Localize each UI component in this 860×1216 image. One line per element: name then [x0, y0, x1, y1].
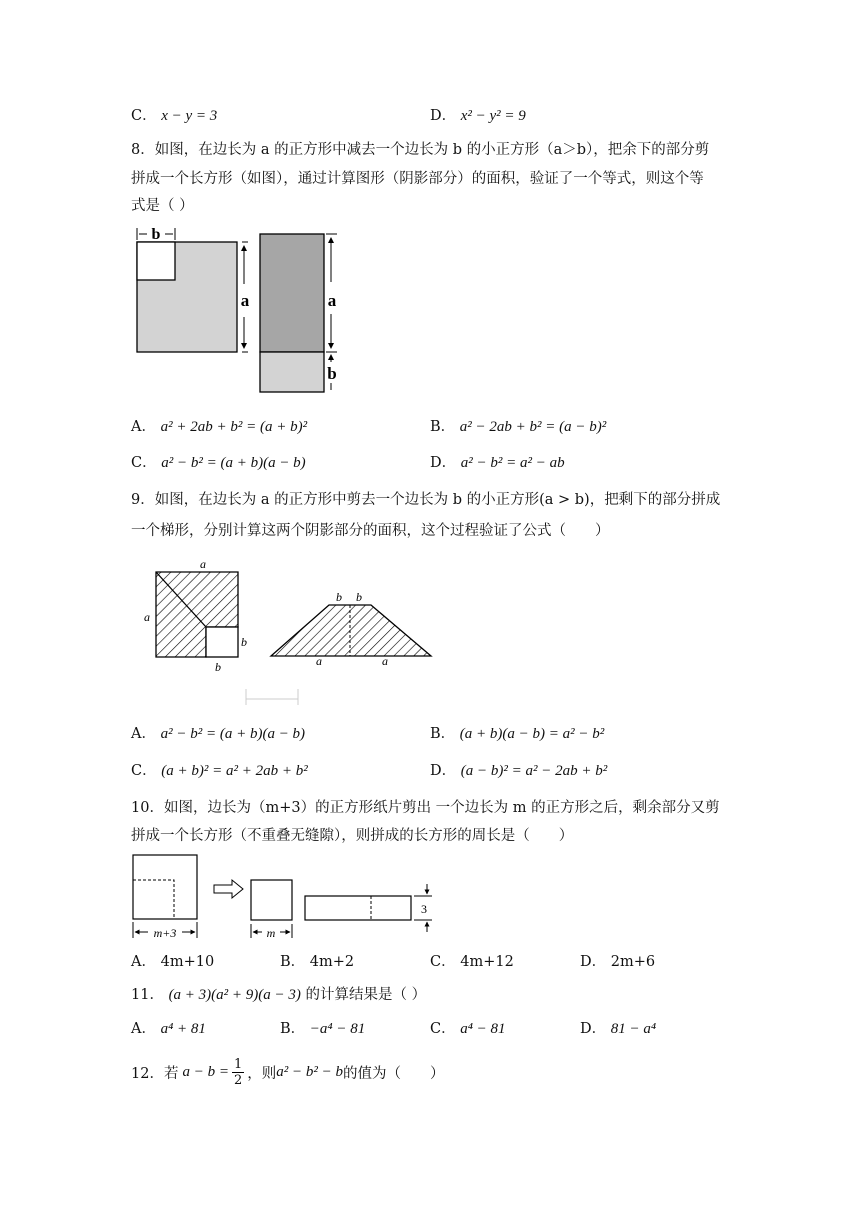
option-label: B．	[430, 419, 456, 435]
label-a-top: a	[200, 557, 206, 571]
option-text: a² − b² = (a + b)(a − b)	[160, 726, 306, 742]
option-label: D．	[580, 1021, 607, 1037]
option-text: a² + 2ab + b² = (a + b)²	[160, 419, 308, 435]
stem-expression: (a + 3)(a² + 9)(a − 3)	[168, 987, 301, 1003]
cut-square	[206, 627, 238, 657]
option-text: (a + b)(a − b) = a² − b²	[459, 726, 605, 742]
q9-stem-line2: 一个梯形，分别计算这两个阴影部分的面积，这个过程验证了公式（ ）	[131, 523, 610, 539]
option-label: A．	[131, 726, 156, 742]
q9-option-d[interactable]	[430, 761, 607, 781]
long-rectangle	[305, 896, 411, 920]
option-text: 2m+6	[610, 954, 656, 970]
q8-stem-line1: 8．如图，在边长为 a 的正方形中减去一个边长为 b 的小正方形（a＞b），把余下的部分剪	[131, 142, 710, 158]
option-label: D．	[430, 108, 457, 124]
cut-small-square	[137, 242, 175, 280]
q8-option-a[interactable]	[131, 417, 307, 437]
stem-mid: ，则	[247, 1065, 277, 1082]
label-a: a	[240, 291, 250, 310]
q10-figure	[128, 852, 443, 944]
q10-option-b[interactable]	[280, 952, 354, 972]
rect-part-b	[260, 352, 324, 392]
fraction-numerator: 1	[233, 1056, 243, 1072]
fraction	[232, 1057, 244, 1088]
stem-expression: a² − b² − b	[276, 1063, 343, 1080]
label-b: b	[151, 226, 161, 243]
label-3: 3	[421, 902, 427, 916]
condition-left: a − b =	[182, 1063, 229, 1080]
label-b-2: b	[327, 364, 337, 383]
q7-option-c[interactable]	[131, 106, 217, 126]
label-m-plus-3: m+3	[153, 926, 177, 940]
q10-option-c[interactable]	[430, 952, 514, 972]
option-text: a² − b² = a² − ab	[460, 455, 565, 471]
small-square	[251, 880, 292, 920]
option-label: B．	[280, 1021, 306, 1037]
q8-stem-line3: 式是（ ）	[131, 198, 194, 214]
option-text: 4m+12	[460, 954, 514, 970]
label-a-2: a	[327, 291, 337, 310]
q10-stem-line1: 10．如图，边长为（m+3）的正方形纸片剪出 一个边长为 m 的正方形之后，剩余部分又剪	[131, 800, 720, 816]
option-label: C．	[430, 1021, 456, 1037]
option-text: 4m+2	[309, 954, 355, 970]
option-text: (a + b)² = a² + 2ab + b²	[161, 763, 308, 779]
option-text: x − y = 3	[161, 108, 218, 124]
option-text: 81 − a⁴	[610, 1021, 657, 1037]
label-a-left: a	[144, 610, 150, 624]
q10-option-d[interactable]	[580, 952, 655, 972]
q11-option-c[interactable]	[430, 1019, 506, 1039]
q8-option-b[interactable]	[430, 417, 606, 437]
stem-text: 的计算结果是（ ）	[305, 987, 427, 1003]
q8-option-c[interactable]	[131, 453, 306, 473]
q8-stem-line2: 拼成一个长方形（如图），通过计算图形（阴影部分）的面积，验证了一个等式，则这个等	[131, 171, 704, 187]
label-b-bottom: b	[215, 660, 221, 674]
q11-option-d[interactable]	[580, 1019, 656, 1039]
option-label: A．	[131, 1021, 156, 1037]
q11-stem	[131, 985, 426, 1005]
option-text: 4m+10	[160, 954, 215, 970]
q10-option-a[interactable]	[131, 952, 214, 972]
q11-option-b[interactable]	[280, 1019, 365, 1039]
question-number: 11．	[131, 987, 164, 1003]
option-label: D．	[580, 954, 607, 970]
q9-stem-line1: 9．如图，在边长为 a 的正方形中剪去一个边长为 b 的小正方形(a > b)，把剩下的部分拼成	[131, 492, 721, 508]
q9-figure	[138, 555, 443, 705]
q8-option-d[interactable]	[430, 453, 565, 473]
fraction-denominator: 2	[233, 1072, 243, 1088]
q9-option-a[interactable]	[131, 724, 305, 744]
q9-option-c[interactable]	[131, 761, 308, 781]
q11-option-a[interactable]	[131, 1019, 206, 1039]
option-label: A．	[131, 419, 156, 435]
option-label: C．	[131, 455, 157, 471]
rect-part-a	[260, 234, 324, 352]
label-trap-a1: a	[316, 654, 322, 668]
label-m: m	[266, 926, 276, 940]
option-text: a² − b² = (a + b)(a − b)	[161, 455, 306, 471]
label-trap-a2: a	[382, 654, 388, 668]
label-trap-b2: b	[356, 590, 362, 604]
option-label: A．	[131, 954, 156, 970]
option-label: C．	[430, 954, 456, 970]
stem-tail: 的值为（ ）	[342, 1065, 445, 1082]
option-label: D．	[430, 763, 457, 779]
option-label: B．	[280, 954, 306, 970]
transform-arrow	[214, 880, 243, 898]
q12-stem	[131, 1052, 444, 1092]
option-label: C．	[131, 108, 157, 124]
option-label: B．	[430, 726, 456, 742]
option-text: −a⁴ − 81	[309, 1021, 366, 1037]
question-number: 12．若	[131, 1065, 179, 1082]
option-text: x² − y² = 9	[460, 108, 526, 124]
option-label: D．	[430, 455, 457, 471]
q7-option-d[interactable]	[430, 106, 526, 126]
option-text: a² − 2ab + b² = (a − b)²	[459, 419, 607, 435]
option-label: C．	[131, 763, 157, 779]
option-text: a⁴ − 81	[460, 1021, 506, 1037]
big-square	[133, 855, 197, 919]
q10-stem-line2: 拼成一个长方形（不重叠无缝隙），则拼成的长方形的周长是（ ）	[131, 828, 574, 844]
option-text: (a − b)² = a² − 2ab + b²	[460, 763, 608, 779]
label-trap-b1: b	[336, 590, 342, 604]
label-b-right: b	[241, 635, 247, 649]
q8-figure	[125, 222, 350, 400]
option-text: a⁴ + 81	[160, 1021, 206, 1037]
q9-option-b[interactable]	[430, 724, 604, 744]
hatched-trapezoid	[271, 605, 431, 656]
